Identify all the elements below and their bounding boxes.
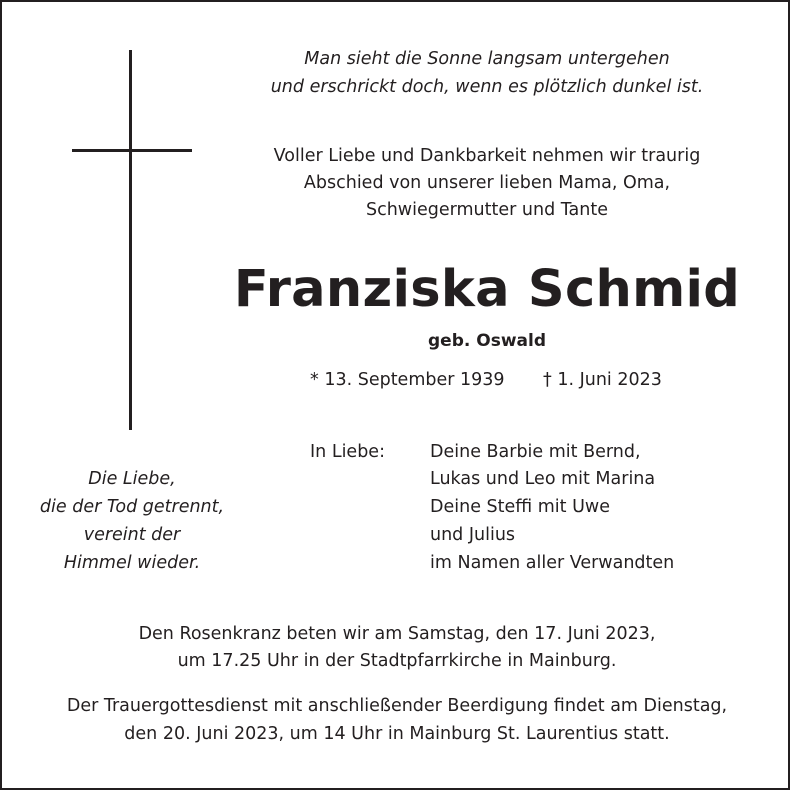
mourner-line: und Julius: [430, 525, 516, 545]
rosary-line: Den Rosenkranz beten wir am Samstag, den 17. Juni 2023,: [138, 624, 656, 644]
cross-icon: [129, 50, 132, 430]
funeral-line: den 20. Juni 2023, um 14 Uhr in Mainburg St. Laurentius statt.: [124, 724, 670, 744]
funeral-line: Der Trauergottesdienst mit anschließender Beerdigung findet am Dienstag,: [66, 696, 728, 716]
deceased-name: Franziska Schmid: [233, 260, 741, 319]
quote-line: Die Liebe,: [88, 469, 176, 489]
birth-name: geb. Oswald: [428, 331, 546, 351]
mourner-line: Deine Barbie mit Bernd,: [430, 442, 641, 462]
death-date: † 1. Juni 2023: [543, 370, 662, 390]
motto-line: Man sieht die Sonne langsam untergehen: [304, 49, 670, 69]
motto-line: und erschrickt doch, wenn es plötzlich dunkel ist.: [270, 77, 704, 97]
intro-line: Schwiegermutter und Tante: [365, 200, 608, 220]
quote-line: Himmel wieder.: [63, 553, 201, 573]
mourner-line: Lukas und Leo mit Marina: [430, 469, 656, 489]
intro-line: Abschied von unserer lieben Mama, Oma,: [303, 173, 671, 193]
quote-line: vereint der: [83, 525, 181, 545]
quote-line: die der Tod getrennt,: [39, 497, 225, 517]
rosary-line: um 17.25 Uhr in der Stadtpfarrkirche in Mainburg.: [177, 651, 617, 671]
cross-icon-bar: [72, 149, 192, 152]
mourner-line: Deine Steffi mit Uwe: [430, 497, 610, 517]
birth-date: * 13. September 1939: [310, 370, 505, 390]
mourners-label: In Liebe:: [310, 442, 385, 462]
intro-line: Voller Liebe und Dankbarkeit nehmen wir traurig: [273, 146, 701, 166]
mourner-line: im Namen aller Verwandten: [430, 553, 675, 573]
